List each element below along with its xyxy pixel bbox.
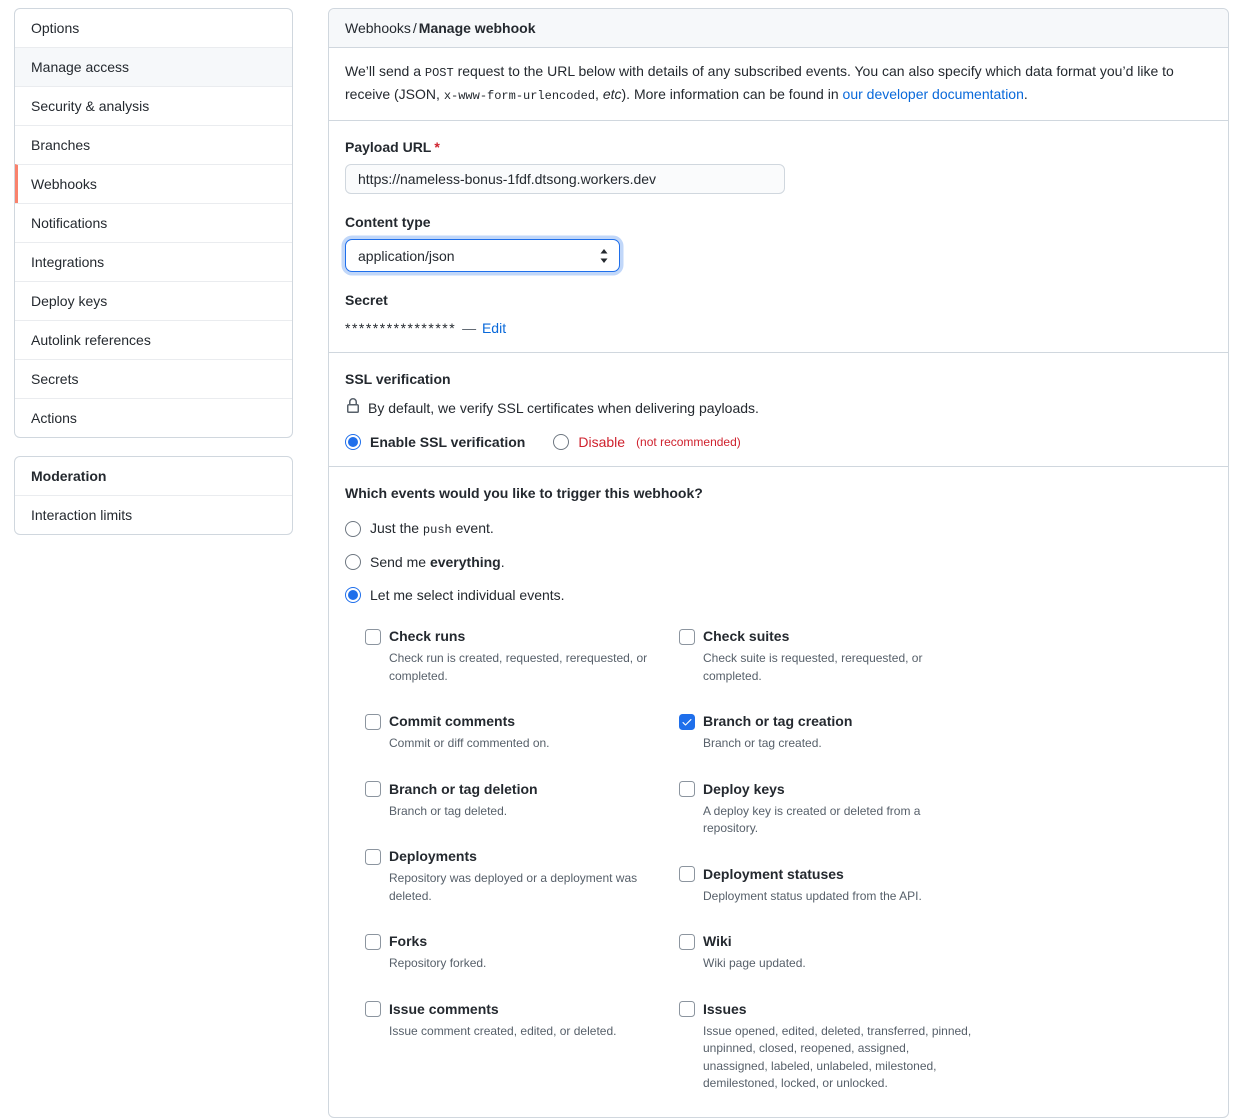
- event-issues-toggle[interactable]: Issues: [679, 1000, 979, 1019]
- event-description: Branch or tag created.: [703, 736, 822, 750]
- event-commit-comments-toggle[interactable]: Commit comments: [365, 712, 665, 731]
- content-type-label: Content type: [345, 214, 431, 230]
- intro-text: We’ll send a: [345, 63, 425, 79]
- checkbox-unchecked-icon[interactable]: [679, 866, 695, 882]
- event-column-right: [679, 627, 979, 1093]
- secret-masked-value: ****************: [345, 320, 457, 336]
- secret-field: [345, 290, 1212, 336]
- event-check-suites: [679, 627, 979, 685]
- event-branch-tag-deletion: [365, 780, 665, 821]
- intro-text: .: [1023, 86, 1028, 102]
- radio-just-push[interactable]: [345, 520, 1212, 537]
- lock-icon: [345, 398, 361, 417]
- event-branch-tag-creation: [679, 712, 979, 753]
- radio-unselected-icon[interactable]: [345, 554, 361, 570]
- radio-just-push-label[interactable]: Just the push event.: [370, 520, 494, 537]
- sidebar-item-deploy-keys[interactable]: Deploy keys: [15, 281, 292, 320]
- event-check-runs: [365, 627, 665, 685]
- payload-url-field: [345, 137, 1212, 194]
- intro-code-urlencoded: x-www-form-urlencoded: [443, 89, 596, 103]
- disable-ssl-radio-option[interactable]: [553, 434, 740, 450]
- intro-etc: etc: [602, 86, 622, 102]
- sidebar-item-secrets[interactable]: Secrets: [15, 359, 292, 398]
- event-check-suites-toggle[interactable]: Check suites: [679, 627, 979, 646]
- disable-ssl-label[interactable]: Disable: [578, 434, 626, 450]
- ssl-radio-group: [345, 434, 1212, 450]
- event-check-runs-toggle[interactable]: Check runs: [365, 627, 665, 646]
- event-branch-tag-deletion-toggle[interactable]: Branch or tag deletion: [365, 780, 665, 799]
- event-issues: [679, 1000, 979, 1093]
- intro-text: request to the URL below with details of any subscribed events. You can also specify which data format you’d like to receive (JSON,: [345, 63, 1174, 102]
- event-deploy-keys-toggle[interactable]: Deploy keys: [679, 780, 979, 799]
- sidebar-item-integrations[interactable]: Integrations: [15, 242, 292, 281]
- moderation-section-title: Moderation: [31, 468, 107, 484]
- event-deployments-toggle[interactable]: Deployments: [365, 847, 665, 866]
- secret-label: Secret: [345, 292, 388, 308]
- panel-header: [329, 9, 1228, 48]
- event-deployment-statuses-toggle[interactable]: Deployment statuses: [679, 865, 979, 884]
- checkbox-unchecked-icon[interactable]: [365, 934, 381, 950]
- checkbox-checked-icon[interactable]: [679, 714, 695, 730]
- event-wiki-toggle[interactable]: Wiki: [679, 932, 979, 951]
- event-description: A deploy key is created or deleted from a repository.: [703, 803, 921, 835]
- ssl-description: By default, we verify SSL certificates when delivering payloads.: [368, 399, 759, 416]
- secret-edit-link[interactable]: Edit: [481, 320, 507, 336]
- checkbox-unchecked-icon[interactable]: [365, 849, 381, 865]
- enable-ssl-label[interactable]: Enable SSL verification: [370, 434, 526, 450]
- sidebar-item-autolink-references[interactable]: Autolink references: [15, 320, 292, 359]
- sidebar-item-actions[interactable]: Actions: [15, 398, 292, 437]
- sidebar-item-interaction-limits[interactable]: Interaction limits: [15, 495, 292, 534]
- event-description: Repository was deployed or a deployment was deleted.: [389, 871, 638, 903]
- push-code: push: [422, 523, 452, 537]
- settings-nav: [14, 8, 293, 438]
- radio-unselected-icon[interactable]: [345, 521, 361, 537]
- event-description: Check suite is requested, rerequested, or completed.: [703, 651, 923, 683]
- radio-individual-events[interactable]: [345, 587, 1212, 603]
- breadcrumb-webhooks-link[interactable]: Webhooks: [345, 20, 411, 36]
- event-forks-toggle[interactable]: Forks: [365, 932, 665, 951]
- event-description: Commit or diff commented on.: [389, 736, 550, 750]
- event-description: Branch or tag deleted.: [389, 803, 508, 818]
- intro-text: ,: [595, 86, 603, 102]
- event-description: Issue comment created, edited, or deleted.: [389, 1023, 617, 1038]
- webhook-form-section: [329, 121, 1228, 352]
- checkbox-unchecked-icon[interactable]: [679, 934, 695, 950]
- sidebar-item-webhooks[interactable]: Webhooks: [15, 164, 292, 203]
- event-description: Issue opened, edited, deleted, transferred, pinned, unpinned, closed, reopened, assigned, unassigned, labeled, unlabeled, milestoned, demilestoned, locked, or unlocked.: [703, 1023, 972, 1090]
- event-deployments: [365, 847, 665, 905]
- radio-send-everything-label[interactable]: Send me everything.: [370, 554, 505, 570]
- events-question: Which events would you like to trigger this webhook?: [345, 485, 703, 501]
- checkbox-unchecked-icon[interactable]: [365, 714, 381, 730]
- radio-selected-icon[interactable]: [345, 587, 361, 603]
- event-deploy-keys: [679, 780, 979, 838]
- sidebar-item-manage-access[interactable]: Manage access: [15, 47, 292, 86]
- sidebar-item-security-analysis[interactable]: Security & analysis: [15, 86, 292, 125]
- intro-text: ). More information can be found in: [621, 86, 843, 102]
- sidebar-item-branches[interactable]: Branches: [15, 125, 292, 164]
- event-column-left: [365, 627, 665, 1093]
- event-description: Check run is created, requested, rerequested, or completed.: [389, 651, 648, 683]
- manage-webhook-panel: [328, 8, 1229, 1118]
- sidebar-item-notifications[interactable]: Notifications: [15, 203, 292, 242]
- event-description: Repository forked.: [389, 956, 487, 970]
- checkbox-unchecked-icon[interactable]: [365, 629, 381, 645]
- radio-unselected-icon[interactable]: [553, 434, 569, 450]
- event-issue-comments: [365, 1000, 665, 1041]
- event-checkbox-grid: [365, 627, 1212, 1101]
- enable-ssl-radio-option[interactable]: [345, 434, 525, 450]
- disable-ssl-note: (not recommended): [636, 435, 741, 449]
- secret-value-row: [345, 320, 1212, 336]
- event-branch-tag-creation-toggle[interactable]: Branch or tag creation: [679, 712, 979, 731]
- event-forks: [365, 932, 665, 973]
- breadcrumb-separator: /: [412, 20, 417, 36]
- content-type-selected-value: application/json: [358, 247, 455, 264]
- sidebar-item-options[interactable]: Options: [31, 20, 80, 36]
- checkbox-unchecked-icon[interactable]: [679, 781, 695, 797]
- ssl-section-title: SSL verification: [345, 371, 451, 387]
- select-unfold-icon: [599, 249, 609, 263]
- event-commit-comments: [365, 712, 665, 753]
- moderation-nav: [14, 456, 293, 535]
- event-issue-comments-toggle[interactable]: Issue comments: [365, 1000, 665, 1019]
- payload-url-label: Payload URL: [345, 139, 432, 155]
- intro-code-post: POST: [424, 66, 454, 80]
- radio-selected-icon[interactable]: [345, 434, 361, 450]
- ssl-verification-section: [329, 352, 1228, 466]
- checkbox-unchecked-icon[interactable]: [679, 1001, 695, 1017]
- event-description: Deployment status updated from the API.: [703, 888, 922, 903]
- checkbox-unchecked-icon[interactable]: [365, 781, 381, 797]
- ssl-description-row: [345, 398, 1212, 417]
- content-type-select[interactable]: [345, 239, 620, 272]
- radio-individual-events-label[interactable]: Let me select individual events.: [370, 587, 565, 603]
- secret-separator: —: [462, 320, 477, 336]
- settings-sidebar: [14, 8, 293, 535]
- webhook-intro-text: [329, 48, 1228, 121]
- event-description: Wiki page updated.: [703, 956, 806, 970]
- required-asterisk: *: [434, 139, 440, 155]
- checkbox-unchecked-icon[interactable]: [365, 1001, 381, 1017]
- breadcrumb-current: Manage webhook: [418, 20, 536, 36]
- checkbox-unchecked-icon[interactable]: [679, 629, 695, 645]
- event-deployment-statuses: [679, 865, 979, 906]
- developer-documentation-link[interactable]: our developer documentation: [842, 86, 1024, 102]
- radio-send-everything[interactable]: [345, 554, 1212, 570]
- event-wiki: [679, 932, 979, 973]
- events-section: [329, 466, 1228, 1117]
- payload-url-input[interactable]: [345, 164, 785, 194]
- content-type-field: [345, 212, 1212, 272]
